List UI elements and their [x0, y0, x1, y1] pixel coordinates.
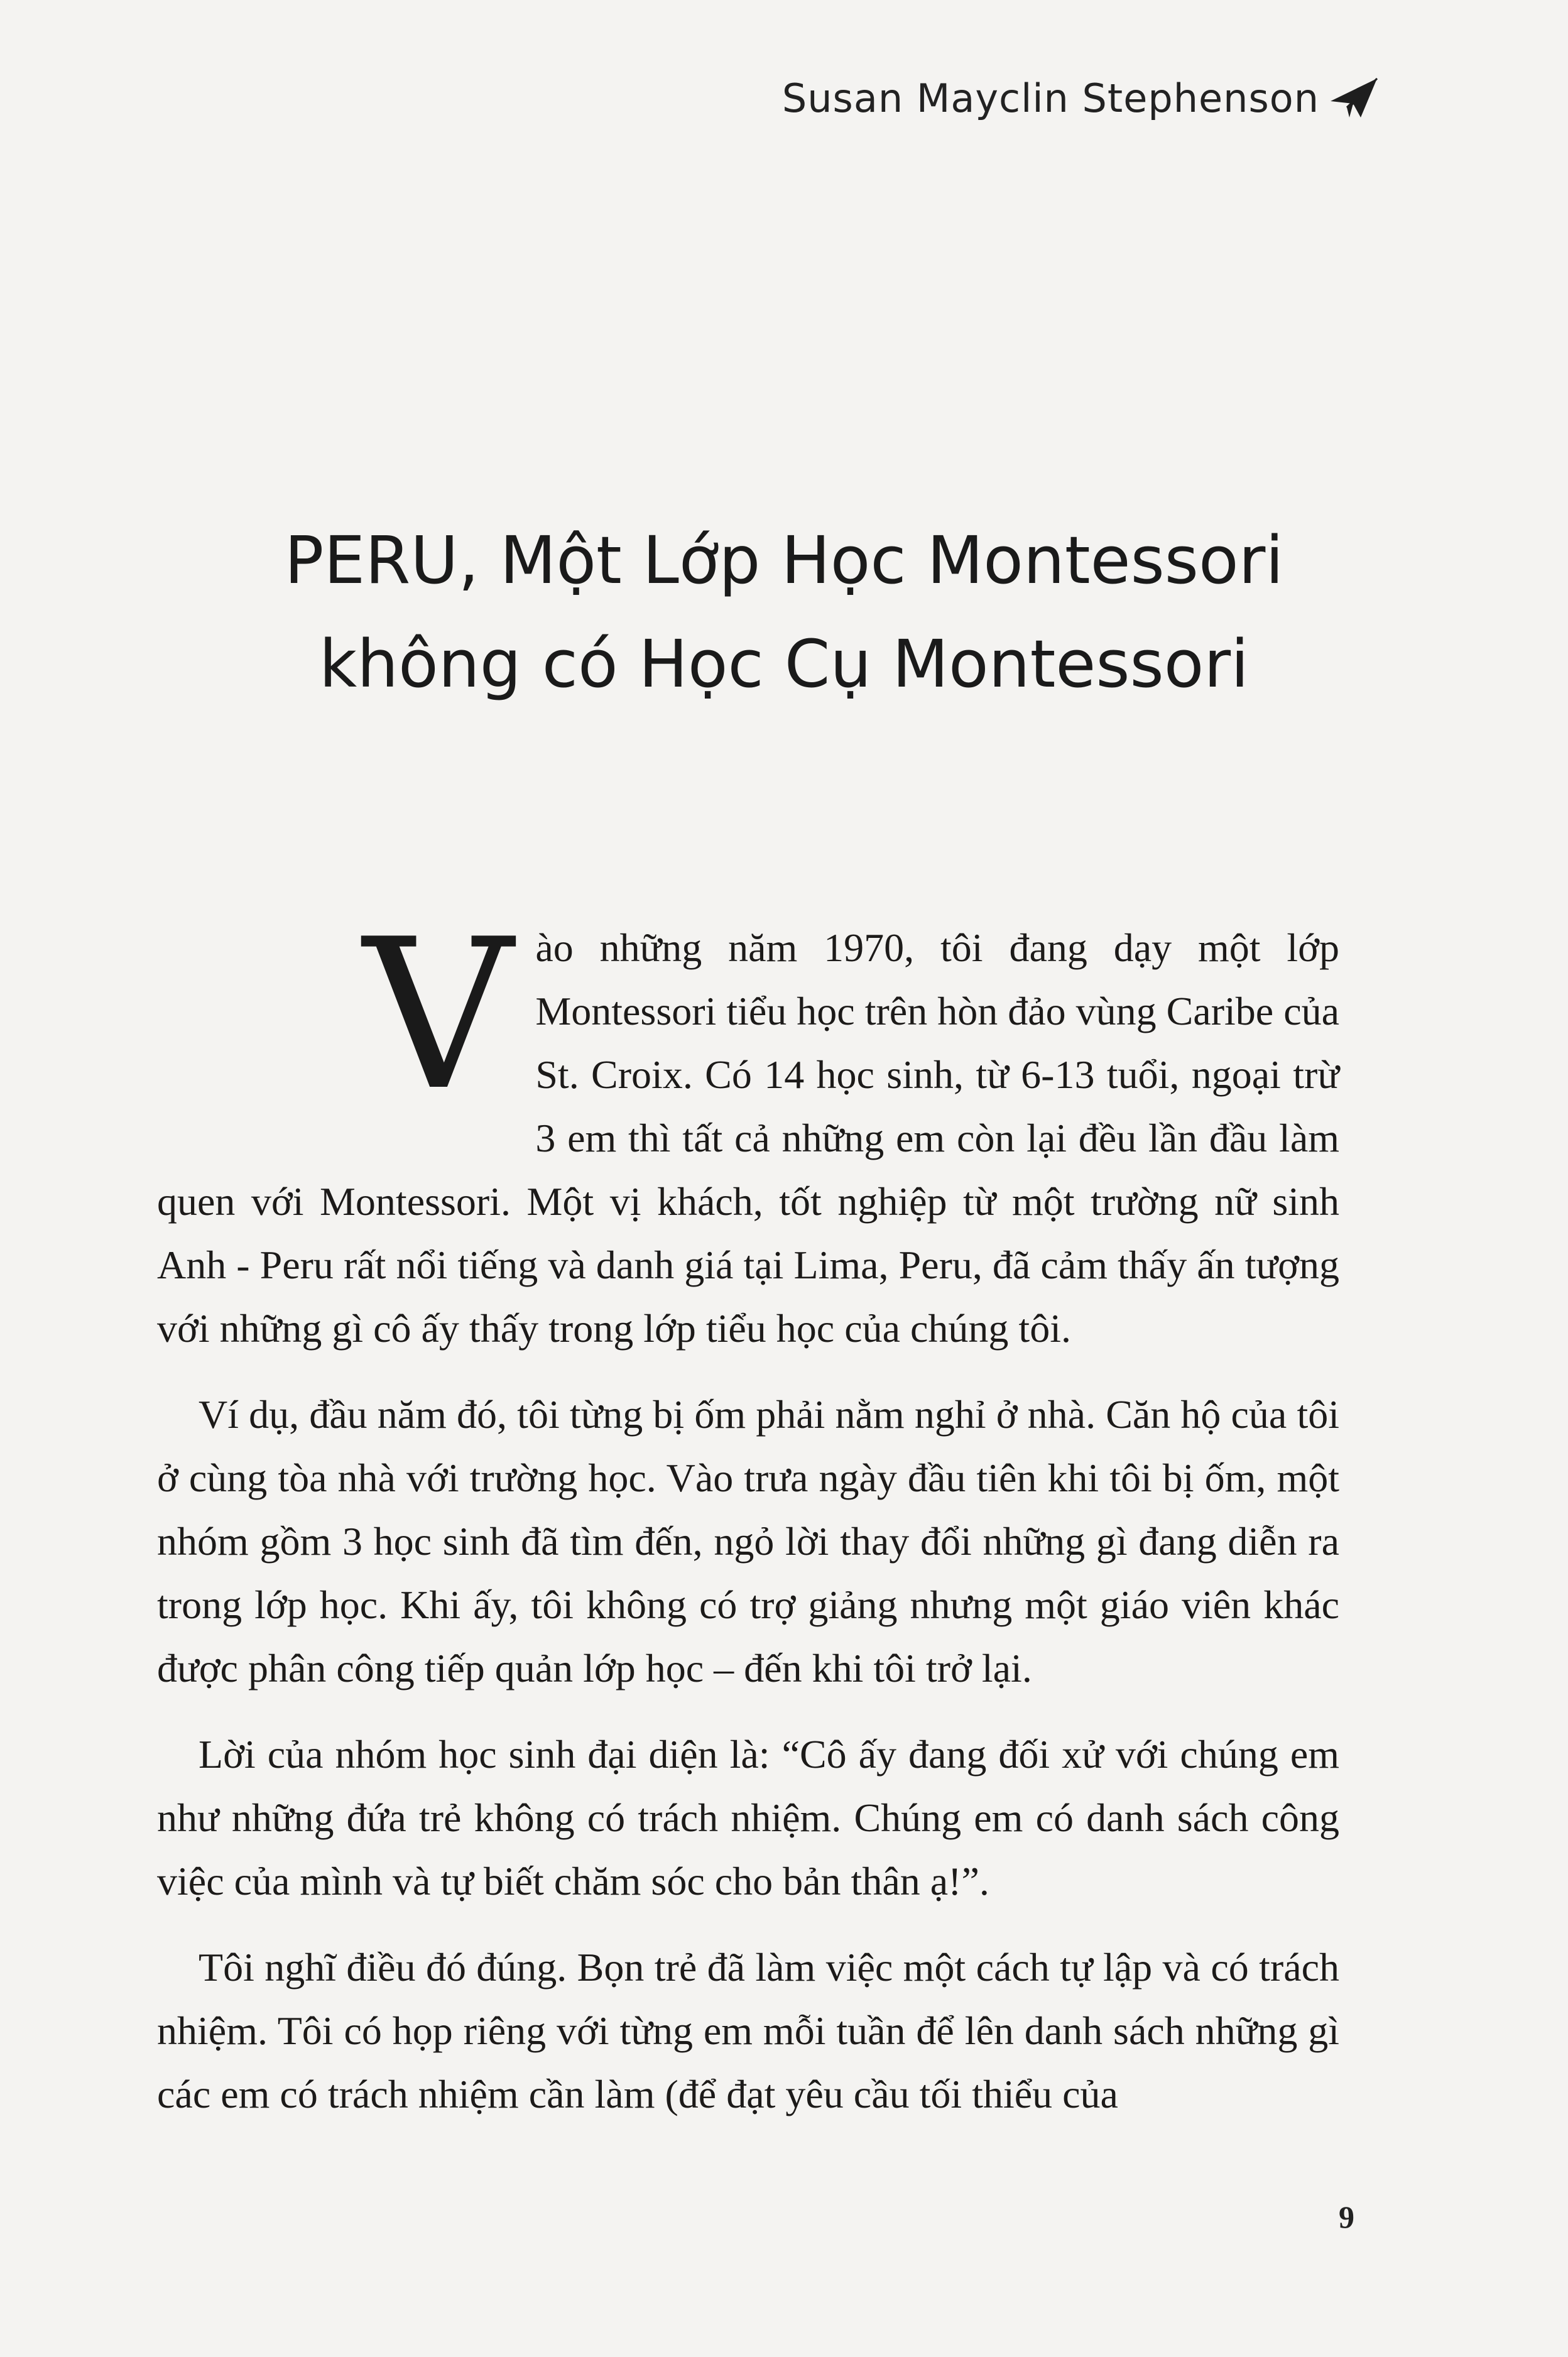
running-header-author: Susan Mayclin Stephenson — [781, 75, 1319, 121]
paragraph-1 — [157, 895, 1340, 1360]
chapter-title-line-1: PERU, Một Lớp Học Montessori — [284, 522, 1284, 599]
running-header — [782, 75, 1380, 121]
body-text — [157, 895, 1340, 2148]
paper-plane-icon — [1328, 76, 1380, 121]
paragraph-4: Tôi nghĩ điều đó đúng. Bọn trẻ đã làm việc một cách tự lập và có trách nhiệm. Tôi có họp riêng với từng em mỗi tuần để lên danh sách những gì các em có trách nhiệm cần làm (để đạt yêu cầu tối thiểu của — [157, 1945, 1339, 2116]
chapter-title-line-2: không có Học Cụ Montessori — [319, 626, 1249, 702]
drop-cap: V — [363, 895, 513, 1136]
paragraph-2: Ví dụ, đầu năm đó, tôi từng bị ốm phải nằm nghỉ ở nhà. Căn hộ của tôi ở cùng tòa nhà với trường học. Vào trưa ngày đầu tiên khi tôi bị ốm, một nhóm gồm 3 học sinh đã tìm đến, ngỏ lời thay đổi những gì đang diễn ra trong lớp học. Khi ấy, tôi không có trợ giảng nhưng một giáo viên khác được phân công tiếp quản lớp học – đến khi tôi trở lại. — [157, 1392, 1339, 1690]
paragraph-1-text: ào những năm 1970, tôi đang dạy một lớp Montessori tiểu học trên hòn đảo vùng Caribe của St. Croix. Có 14 học sinh, từ 6-13 tuổi, ngoại trừ 3 em thì tất cả những em còn lại đều lần đầu làm quen với Montessori. Một vị khách, tốt nghiệp từ một trường nữ sinh Anh - Peru rất nổi tiếng và danh giá tại Lima, Peru, đã cảm thấy ấn tượng với những gì cô ấy thấy trong lớp tiểu học của chúng tôi. — [157, 925, 1340, 1351]
chapter-title — [188, 509, 1380, 716]
page-number: 9 — [1339, 2199, 1354, 2235]
paragraph-3: Lời của nhóm học sinh đại diện là: “Cô ấy đang đối xử với chúng em như những đứa trẻ không có trách nhiệm. Chúng em có danh sách công việc của mình và tự biết chăm sóc cho bản thân ạ!”. — [157, 1732, 1339, 1903]
